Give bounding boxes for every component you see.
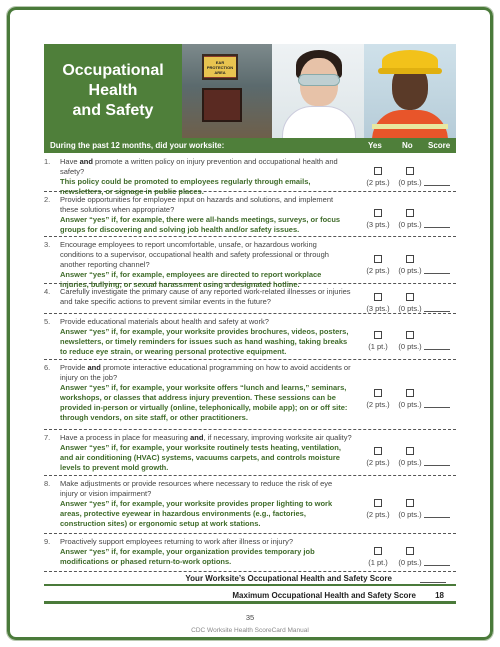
score-field[interactable] — [424, 227, 450, 228]
max-score-row — [44, 588, 456, 604]
question-row — [44, 430, 456, 476]
worksite-score-label: Your Worksite’s Occupational Health and Safety Score — [185, 574, 392, 583]
yes-checkbox[interactable] — [374, 331, 382, 339]
no-checkbox[interactable] — [406, 447, 414, 455]
yes-checkbox[interactable] — [374, 499, 382, 507]
no-points: (0 pts.) — [398, 400, 422, 409]
no-column-header: No — [402, 141, 413, 150]
yes-points: (1 pt.) — [368, 342, 388, 351]
yes-points: (3 pts.) — [366, 220, 390, 229]
score-field[interactable] — [424, 465, 450, 466]
yes-checkbox[interactable] — [374, 167, 382, 175]
answer-guidance: Answer “yes” if, for example, your organization provides temporary job modifications or phased return-to-work options. — [60, 547, 315, 566]
question-number: 6. — [44, 363, 51, 372]
score-field[interactable] — [424, 185, 450, 186]
no-points: (0 pts.) — [398, 304, 422, 313]
question-number: 4. — [44, 287, 51, 296]
answer-guidance: Answer “yes” if, for example, your worksite provides proper lighting to work areas, protective eyewear in hazardous environments (e.g., factories, construction sites) or ergonomic setup at work stations. — [60, 499, 333, 528]
question-row — [44, 237, 456, 289]
no-points: (0 pts.) — [398, 220, 422, 229]
table-prompt: During the past 12 months, did your worksite: — [50, 141, 225, 150]
no-points: (0 pts.) — [398, 266, 422, 275]
yes-checkbox[interactable] — [374, 209, 382, 217]
question-number: 3. — [44, 240, 51, 249]
yes-points: (3 pts.) — [366, 304, 390, 313]
answer-guidance: Answer “yes” if, for example, your worksite offers “lunch and learns,” seminars, workshops, or classes that address injury prevention. These sessions can be provided in-person or virtually (online, telephonically, mobile app); on or off site: through vendors, on site staff, or other practitioners. — [60, 383, 348, 422]
question-text: Make adjustments or provide resources where necessary to reduce the risk of eye injury or vision impairment? Answer “yes” if, for example, your worksite provides proper lighting to work areas, protective eyewear in hazardous environments (e.g., factories, construction sites) or ergonomic setup at work stations. — [60, 479, 352, 529]
yes-checkbox[interactable] — [374, 447, 382, 455]
yes-checkbox[interactable] — [374, 389, 382, 397]
question-text: Proactively support employees returning to work after illness or injury? Answer “yes” if, for example, your organization provides temporary job modifications or phased return-to-work options. — [60, 537, 352, 567]
yes-checkbox[interactable] — [374, 293, 382, 301]
question-row — [44, 284, 456, 314]
score-field[interactable] — [424, 349, 450, 350]
worksite-score-row — [44, 572, 456, 586]
yes-points: (2 pts.) — [366, 510, 390, 519]
answer-guidance: Answer “yes” if, for example, your worksite routinely tests heating, ventilation, and air conditioning (HVAC) systems, vacuums carpets, and controls moisture levels to prevent mold growth. — [60, 443, 341, 472]
yes-points: (2 pts.) — [366, 178, 390, 187]
yes-points: (2 pts.) — [366, 458, 390, 467]
question-text: Carefully investigate the primary cause of any reported work-related illnesses or injuries and take specific actions to prevent similar events in the future? — [60, 287, 351, 306]
no-checkbox[interactable] — [406, 167, 414, 175]
table-header — [44, 138, 456, 153]
answer-guidance: Answer “yes” if, for example, employees are directed to report workplace injuries, bullying, or sexual harassment using a designated hotline. — [60, 270, 322, 289]
section-header — [44, 44, 456, 138]
yes-checkbox[interactable] — [374, 255, 382, 263]
footer-text: CDC Worksite Health ScoreCard Manual — [191, 627, 309, 634]
question-number: 9. — [44, 537, 51, 546]
question-number: 7. — [44, 433, 51, 442]
yes-checkbox[interactable] — [374, 547, 382, 555]
max-score-label: Maximum Occupational Health and Safety Score — [232, 591, 416, 600]
no-points: (0 pts.) — [398, 342, 422, 351]
no-checkbox[interactable] — [406, 293, 414, 301]
no-checkbox[interactable] — [406, 209, 414, 217]
no-checkbox[interactable] — [406, 547, 414, 555]
question-row — [44, 360, 456, 430]
no-checkbox[interactable] — [406, 389, 414, 397]
section-title-box — [44, 44, 182, 138]
answer-guidance: This policy could be promoted to employees regularly through emails, newsletters, or signage in public places. — [60, 177, 311, 196]
question-text: Provide opportunities for employee input on hazards and solutions, and implement these solutions when appropriate? Answer “yes” if, for example, there were all-hands meetings, surveys, or focus groups for discovering and solving job health and/or safety issues. — [60, 195, 352, 235]
question-number: 2. — [44, 195, 51, 204]
page-number: 35 — [245, 613, 255, 622]
no-points: (0 pts.) — [398, 178, 422, 187]
question-number: 1. — [44, 157, 51, 166]
answer-guidance: Answer “yes” if, for example, your worksite provides brochures, videos, posters, newsletters, or timely reminders for issues such as hand washing, taking breaks to reduce eye strain, or wearing personal protective equipment. — [60, 327, 349, 356]
yes-column-header: Yes — [368, 141, 382, 150]
industrial-panel-photo — [182, 44, 272, 138]
question-text: Provide and promote interactive educational programming on how to avoid accidents or injury on the job? Answer “yes” if, for example, your worksite offers “lunch and learns,” seminars, workshops, or classes that address injury prevention. These sessions can be provided in-person or virtually (online, telephonically, mobile app); on or off site: through vendors, on site staff, or other practitioners. — [60, 363, 351, 422]
score-field[interactable] — [424, 517, 450, 518]
section-title: Occupational Health and Safety — [62, 62, 164, 119]
question-row — [44, 314, 456, 360]
no-checkbox[interactable] — [406, 331, 414, 339]
answer-guidance: Answer “yes” if, for example, there were all-hands meetings, surveys, or focus groups for discovering and solving job health and/or safety issues. — [60, 215, 341, 234]
score-field[interactable] — [424, 565, 450, 566]
question-row — [44, 476, 456, 534]
score-column-header: Score — [428, 141, 451, 150]
lab-worker-photo — [272, 44, 364, 138]
score-field[interactable] — [424, 407, 450, 408]
question-number: 5. — [44, 317, 51, 326]
no-points: (0 pts.) — [398, 510, 422, 519]
question-text: Have and promote a written policy on injury prevention and occupational health and safety? This policy could be promoted to employees regularly through emails, newsletters, or signage in public places. — [60, 157, 352, 197]
safety-goggles-icon — [298, 74, 340, 86]
max-score-value: 18 — [435, 591, 444, 600]
question-row — [44, 154, 456, 196]
question-number: 8. — [44, 479, 51, 488]
no-points: (0 pts.) — [398, 458, 422, 467]
question-row — [44, 534, 456, 572]
score-field[interactable] — [424, 311, 450, 312]
question-row — [44, 192, 456, 237]
ear-protection-sign: EAR PROTECTION AREA — [204, 57, 236, 77]
question-text: Provide educational materials about health and safety at work? Answer “yes” if, for example, your worksite provides brochures, videos, posters, newsletters, or timely reminders for issues such as hand washing, taking breaks to reduce eye strain, or wearing personal protective equipment. — [60, 317, 352, 357]
construction-worker-photo — [364, 44, 456, 138]
worksite-score-field[interactable] — [420, 582, 446, 583]
no-points: (0 pts.) — [398, 558, 422, 567]
score-field[interactable] — [424, 273, 450, 274]
yes-points: (2 pts.) — [366, 400, 390, 409]
yes-points: (2 pts.) — [366, 266, 390, 275]
no-checkbox[interactable] — [406, 255, 414, 263]
question-text: Have a process in place for measuring and, if necessary, improving worksite air quality? Answer “yes” if, for example, your worksite routinely tests heating, ventilation, and air conditioning (HVAC) systems, vacuums carpets, and controls moisture levels to prevent mold growth. — [60, 433, 352, 472]
yes-points: (1 pt.) — [368, 558, 388, 567]
question-text: Encourage employees to report uncomfortable, unsafe, or hazardous working conditions to a supervisor, occupational health and safety professional or through another reporting channel? Answer “yes” if, for example, employees are directed to report workplace injuries, bullying, or sexual harassment using a designated hotline. — [60, 240, 352, 290]
no-checkbox[interactable] — [406, 499, 414, 507]
